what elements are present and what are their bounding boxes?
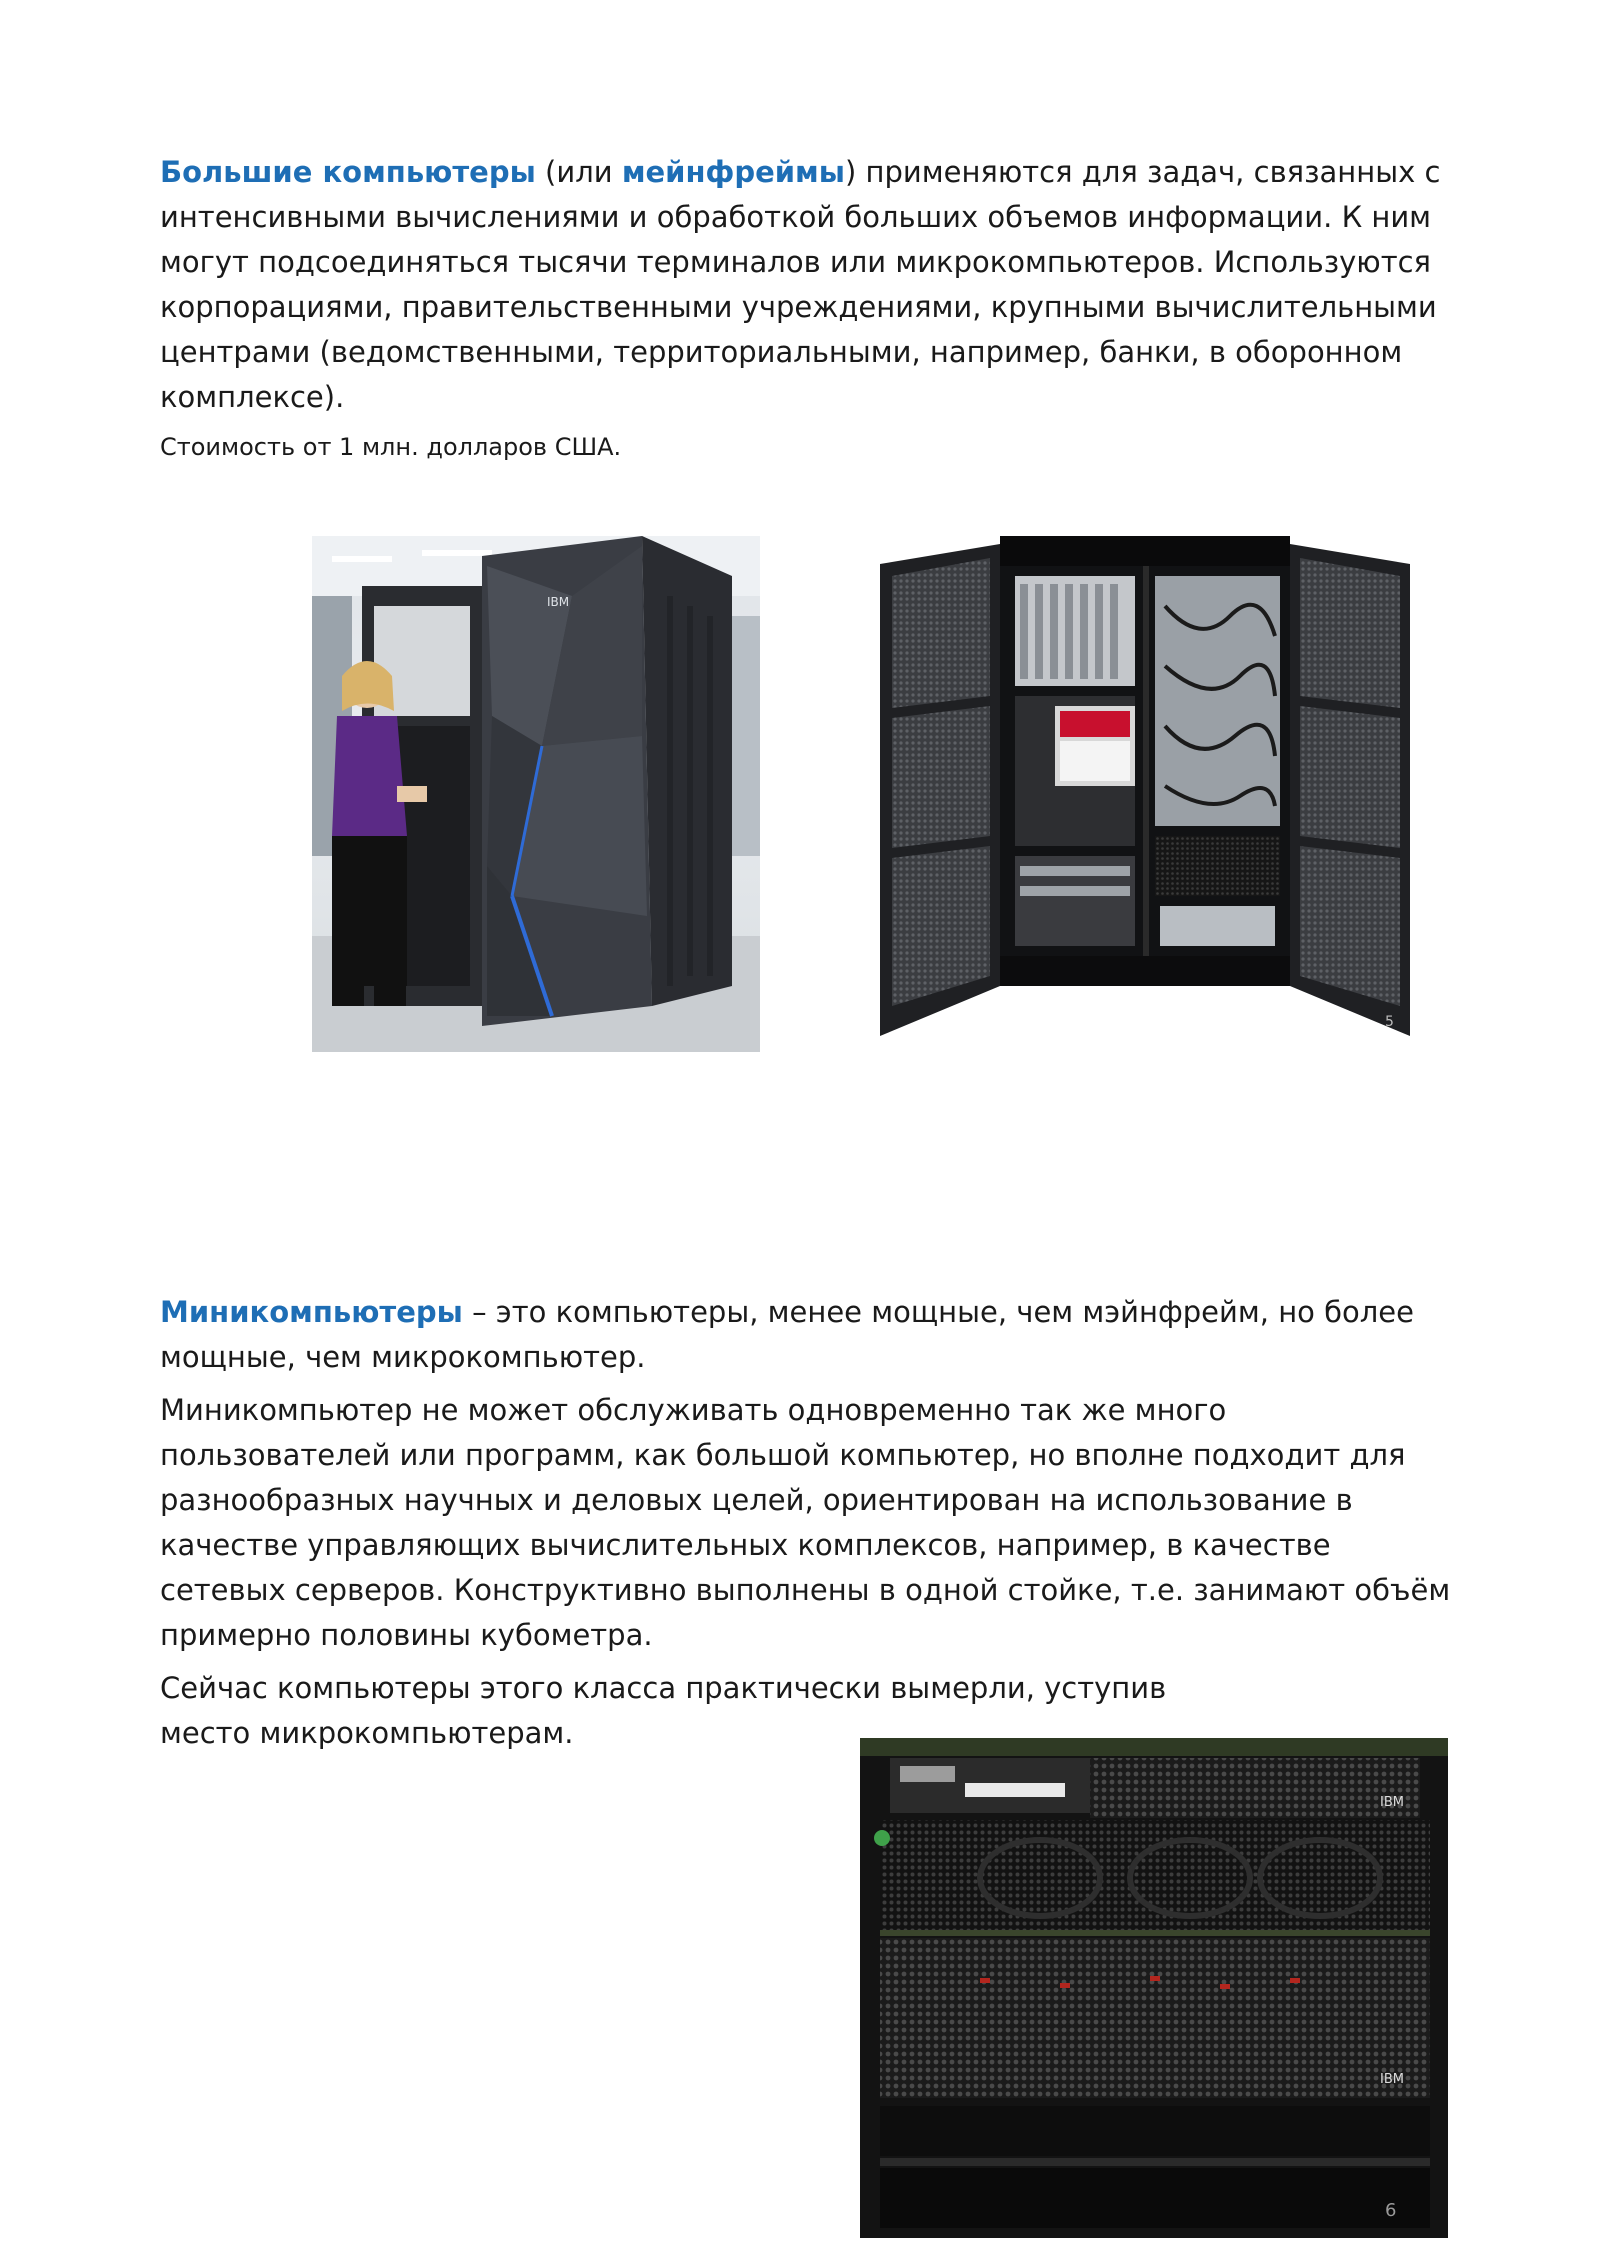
- slide-number: 6: [1385, 2200, 1397, 2221]
- minicomputer-definition: [160, 1290, 1450, 1380]
- cost-line: Стоимость от 1 млн. долларов США.: [160, 433, 622, 461]
- mainframe-paragraph: [160, 150, 1450, 420]
- minicomputer-paragraph: Миникомпьютер не может обслуживать одновременно так же много пользователей или программ, как большой компьютер, но вполне подходит для разнообразных научных и деловых целей, ориентирован на использование в качестве управляющих вычислительных комплексов, например, в качестве сетевых серверов. Конструктивно выполнены в одной стойке, т.е. занимают объём примерно половины кубометра.: [160, 1393, 1451, 1652]
- text-fragment: – это компьютеры, менее мощные, чем мэйнфрейм, но более мощные, чем микрокомпьютер.: [160, 1295, 1414, 1374]
- text-fragment: (или: [535, 155, 622, 189]
- slide-number: 5: [1385, 1014, 1394, 1030]
- term-minicomputers: Миникомпьютеры: [160, 1295, 463, 1329]
- ibm-logo-small: IBM: [547, 595, 570, 609]
- minicomputer-photo: [860, 1738, 1448, 2238]
- mainframe-photo: [312, 536, 760, 1052]
- term-mainframes-alt: мейнфреймы: [621, 155, 845, 189]
- mainframe-open-rack-photo: [880, 536, 1410, 1040]
- ibm-logo-bottom: IBM: [1380, 2072, 1404, 2087]
- term-mainframes: Большие компьютеры: [160, 155, 536, 189]
- text-fragment: ) применяются для задач, связанных с интенсивными вычислениями и обработкой больших объемов информации. К ним могут подсоединяться тысячи терминалов или микрокомпьютеров. Используются корпорациями, правительственными учреждениями, крупными вычислительными центрами (ведомственными, территориальными, например, банки, в оборонном комплексе).: [160, 155, 1441, 414]
- ibm-logo-top: IBM: [1380, 1795, 1404, 1810]
- minicomputer-summary: Сейчас компьютеры этого класса практически вымерли, уступив место микрокомпьютерам.: [160, 1671, 1167, 1750]
